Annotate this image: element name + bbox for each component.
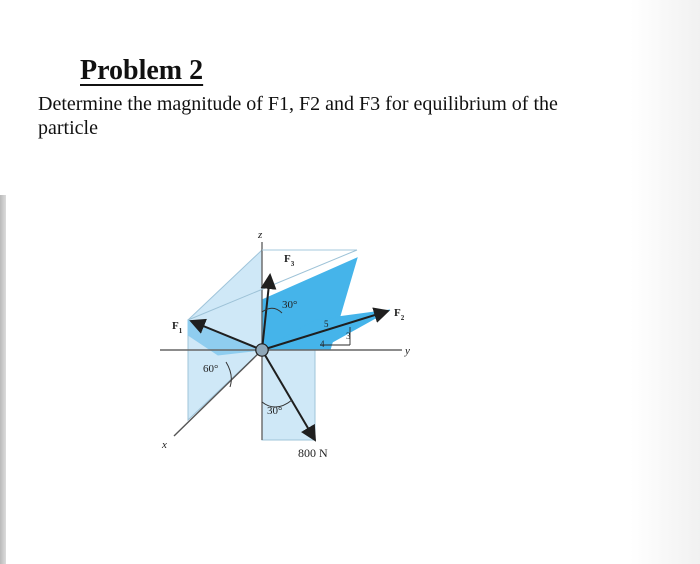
- load-angle-label: 30°: [267, 405, 283, 417]
- slope-hypotenuse-label: 5: [324, 319, 329, 329]
- page-title: Problem 2: [80, 54, 204, 86]
- z-axis-label: z: [258, 229, 263, 241]
- load-label: 800 N: [298, 446, 328, 460]
- f3-label: $F_3$: [284, 253, 295, 268]
- y-axis-label: y: [405, 345, 410, 357]
- slope-horizontal-label: 4: [320, 339, 325, 349]
- x-axis-label: x: [162, 439, 167, 451]
- f1-angle-label: 60°: [203, 363, 219, 375]
- f1-label: $F_1$: [172, 320, 183, 335]
- f3-angle-label: 30°: [282, 299, 298, 311]
- particle: [256, 344, 268, 356]
- problem-statement: Determine the magnitude of F1, F2 and F3 for equilibrium of the particle: [38, 93, 558, 139]
- f2-label: $F_2$: [394, 307, 405, 322]
- slope-vertical-label: 3: [346, 331, 351, 341]
